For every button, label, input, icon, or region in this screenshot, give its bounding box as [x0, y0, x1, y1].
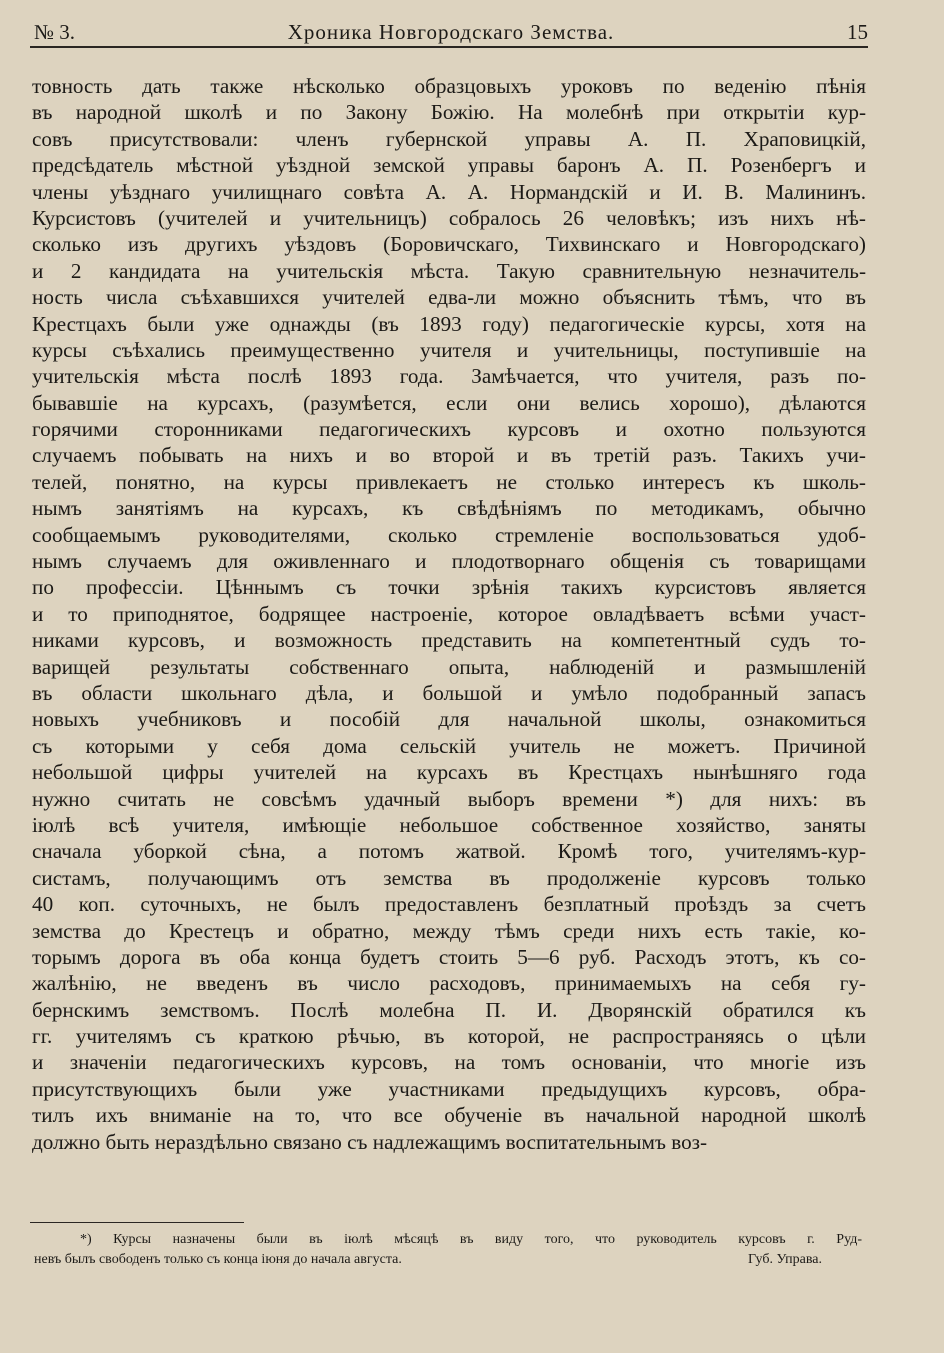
- text-line: нымъ случаемъ для оживленнаго и плодотворнаго общенія съ товарищами: [32, 549, 866, 574]
- footnote-signature: Губ. Управа.: [747, 1252, 822, 1267]
- footnote-line: [34, 1250, 862, 1270]
- text-line: іюлѣ всѣ учителя, имѣющіе небольшое собственное хозяйство, заняты: [32, 812, 866, 837]
- text-line: случаемъ побывать на нихъ и во второй и въ третій разъ. Такихъ учи-: [32, 443, 866, 468]
- text-line: Курсистовъ (учителей и учительницъ) собралось 26 человѣкъ; изъ нихъ нѣ-: [32, 205, 866, 230]
- text-line: члены уѣзднаго училищнаго совѣта А. А. Нормандскій и И. В. Малининъ.: [32, 179, 866, 204]
- text-line: Крестцахъ были уже однажды (въ 1893 году) педагогическіе курсы, хотя на: [32, 311, 866, 336]
- text-line: по профессіи. Цѣннымъ съ точки зрѣнія такихъ курсистовъ является: [32, 575, 866, 600]
- header-rule: [30, 46, 868, 48]
- text-line: систамъ, получающимъ отъ земства въ продолженіе курсовъ только: [32, 865, 866, 890]
- footnote-rule: [30, 1222, 244, 1223]
- text-line: ность числа съѣхавшихся учителей едва-ли можно объяснить тѣмъ, что въ: [32, 285, 866, 310]
- text-line: присутствующихъ были уже участниками предыдущихъ курсовъ, обра-: [32, 1076, 866, 1101]
- text-line: гг. учителямъ съ краткою рѣчью, въ которой, не распространяясь о цѣли: [32, 1024, 866, 1049]
- text-line: земства до Крестецъ и обратно, между тѣмъ среди нихъ есть такіе, ко-: [32, 918, 866, 943]
- text-line: курсы съѣхались преимущественно учителя и учительницы, поступившіе на: [32, 337, 866, 362]
- text-line: съ которыми у себя дома сельскій учитель не можетъ. Причиной: [32, 733, 866, 758]
- footnote: [34, 1230, 862, 1270]
- body-text: [32, 73, 866, 1155]
- text-line: въ области школьнаго дѣла, и большой и умѣло подобранный запасъ: [32, 680, 866, 705]
- journal-title: Хроника Новгородскаго Земства.: [287, 20, 615, 44]
- text-line: сколько изъ другихъ уѣздовъ (Боровичскаго, Тихвинскаго и Новгородскаго): [32, 232, 866, 257]
- text-line: должно быть нераздѣльно связано съ надлежащимъ воспитательнымъ воз-: [32, 1129, 708, 1154]
- text-line: сообщаемымъ руководителями, сколько стремленіе воспользоваться удоб-: [32, 522, 866, 547]
- text-line: учительскія мѣста послѣ 1893 года. Замѣчается, что учителя, разъ по-: [32, 364, 866, 389]
- text-line: телей, понятно, на курсы привлекаетъ не столько интересъ къ школь-: [32, 469, 866, 494]
- text-line: варищей результаты собственнаго опыта, наблюденій и размышленій: [32, 654, 866, 679]
- footnote-line: *) Курсы назначены были въ іюлѣ мѣсяцѣ въ виду того, что руководитель курсовъ г. Руд-: [80, 1232, 862, 1247]
- text-line: предсѣдатель мѣстной уѣздной земской управы баронъ А. П. Розенбергъ и: [32, 153, 866, 178]
- text-line: нужно считать не совсѣмъ удачный выборъ времени *) для нихъ: въ: [32, 786, 866, 811]
- text-line: горячими сторонниками педагогическихъ курсовъ и охотно пользуются: [32, 417, 866, 442]
- text-line: совъ присутствовали: членъ губернской управы А. П. Храповицкій,: [32, 126, 866, 151]
- text-line: нымъ занятіямъ на курсахъ, къ свѣдѣніямъ по методикамъ, обычно: [32, 496, 866, 521]
- text-line: никами курсовъ, и возможность представить на компетентный судъ то-: [32, 628, 866, 653]
- text-line: и 2 кандидата на учительскія мѣста. Такую сравнительную незначитель-: [32, 258, 866, 283]
- running-header: [34, 16, 868, 46]
- text-line: жалѣнію, не введенъ въ число расходовъ, принимаемыхъ на себя гу-: [32, 971, 866, 996]
- text-line: товность дать также нѣсколько образцовыхъ уроковъ по веденію пѣнія: [32, 74, 866, 98]
- text-line: новыхъ учебниковъ и пособій для начальной школы, ознакомиться: [32, 707, 866, 732]
- footnote-text: невъ былъ свободенъ только съ конца іюня до начала августа.: [34, 1252, 402, 1267]
- text-line: сначала уборкой сѣна, а потомъ жатвой. Кромѣ того, учителямъ-кур-: [32, 839, 866, 864]
- text-line: бернскимъ земствомъ. Послѣ молебна П. И. Дворянскій обратился къ: [32, 997, 866, 1022]
- text-line: тилъ ихъ вниманіе на то, что все обученіе въ начальной народной школѣ: [32, 1103, 866, 1128]
- text-line: торымъ дорога въ оба конца будетъ стоить 5—6 руб. Расходъ этотъ, къ со-: [32, 944, 866, 969]
- text-line: небольшой цифры учителей на курсахъ въ Крестцахъ нынѣшняго года: [32, 760, 866, 785]
- text-line: и то приподнятое, бодрящее настроеніе, которое овладѣваетъ всѣми участ-: [32, 601, 866, 626]
- text-line: въ народной школѣ и по Закону Божію. На молебнѣ при открытіи кур-: [32, 100, 866, 125]
- page-number: 15: [847, 20, 868, 44]
- text-line: 40 коп. суточныхъ, не былъ предоставленъ безплатный проѣздъ за счетъ: [32, 892, 866, 917]
- text-line: бывавшіе на курсахъ, (разумѣется, если они велись хорошо), дѣлаются: [32, 390, 866, 415]
- issue-number: № 3.: [34, 20, 76, 44]
- text-line: и значеніи педагогическихъ курсовъ, на томъ основаніи, что многіе изъ: [32, 1050, 866, 1075]
